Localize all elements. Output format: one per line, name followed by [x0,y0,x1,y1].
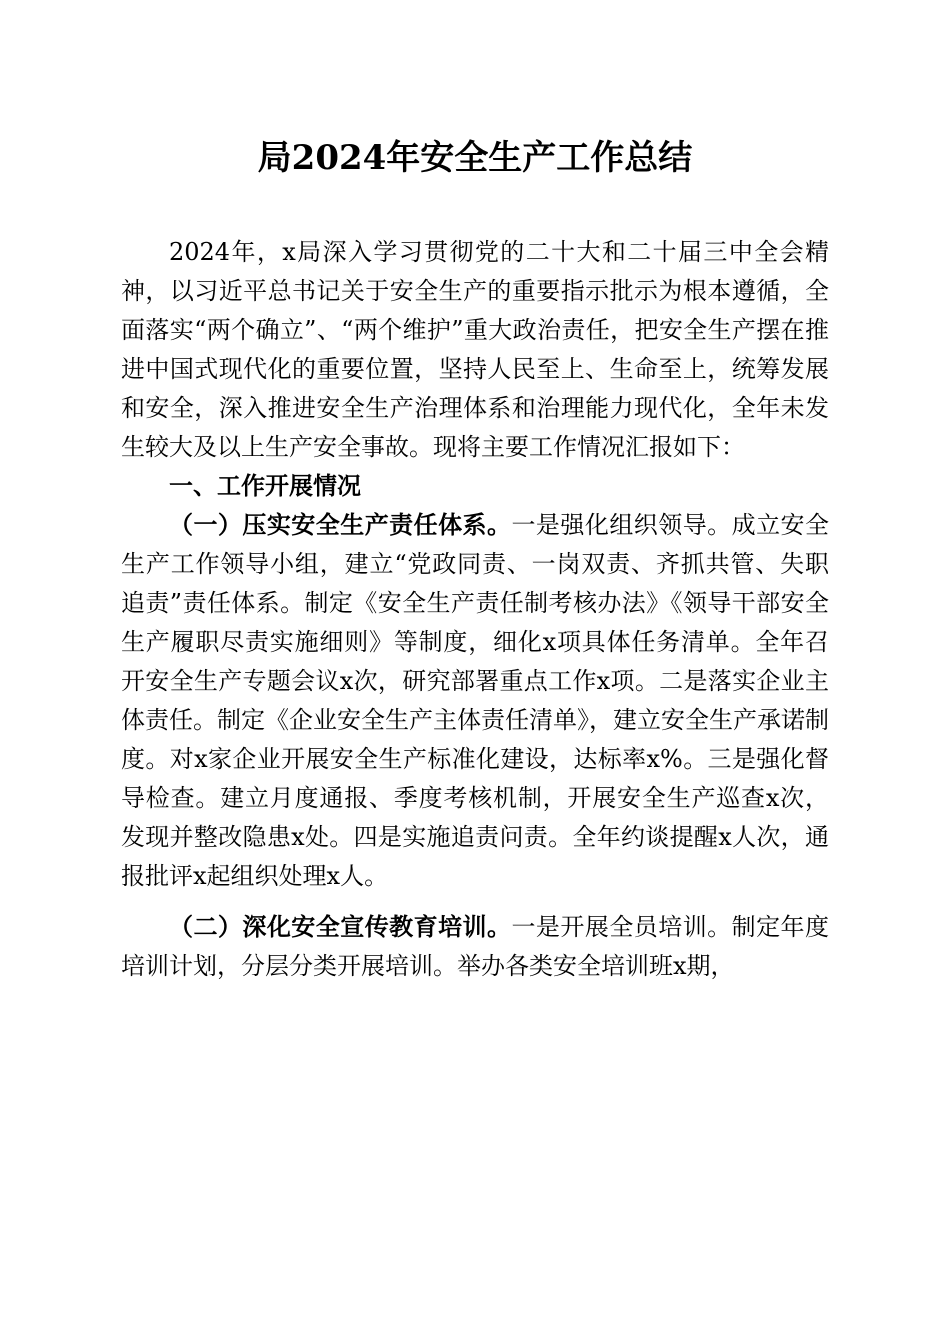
body-paragraph [121,908,829,986]
document-title: 局2024年安全生产工作总结 [257,138,693,178]
subsection-heading: （二）深化安全宣传教育培训。 [169,913,512,941]
document-body [121,233,829,986]
paragraph-spacer [121,896,829,908]
intro-paragraph: 2024年，x局深入学习贯彻党的二十大和二十届三中全会精神，以习近平总书记关于安全生产的重要指示批示为根本遵循，全面落实“两个确立”、“两个维护”重大政治责任，把安全生产摆在推进中国式现代化的重要位置，坚持人民至上、生命至上，统筹发展和安全，深入推进安全生产治理体系和治理能力现代化，全年未发生较大及以上生产安全事故。现将主要工作情况汇报如下： [121,238,829,461]
body-paragraph [121,506,829,896]
subsection-heading: （一）压实安全生产责任体系。 [169,511,512,539]
section-heading: 一、工作开展情况 [169,472,361,500]
paragraph-text: 一是开展全员培训。制定年度培训计划，分层分类开展培训。举办各类安全培训班x期， [121,913,830,980]
paragraph-text: 一是强化组织领导。成立安全生产工作领导小组，建立“党政同责、一岗双责、齐抓共管、失职追责”责任体系。制定《安全生产责任制考核办法》《领导干部安全生产履职尽责实施细则》等制度，细化x项具体任务清单。全年召开安全生产专题会议x次，研究部署重点工作x项。二是落实企业主体责任。制定《企业安全生产主体责任清单》，建立安全生产承诺制度。对x家企业开展安全生产标准化建设，达标率x%。三是强化督导检查。建立月度通报、季度考核机制，开展安全生产巡查x次，发现并整改隐患x处。四是实施追责问责。全年约谈提醒x人次，通报批评x起组织处理x人。 [121,511,830,890]
